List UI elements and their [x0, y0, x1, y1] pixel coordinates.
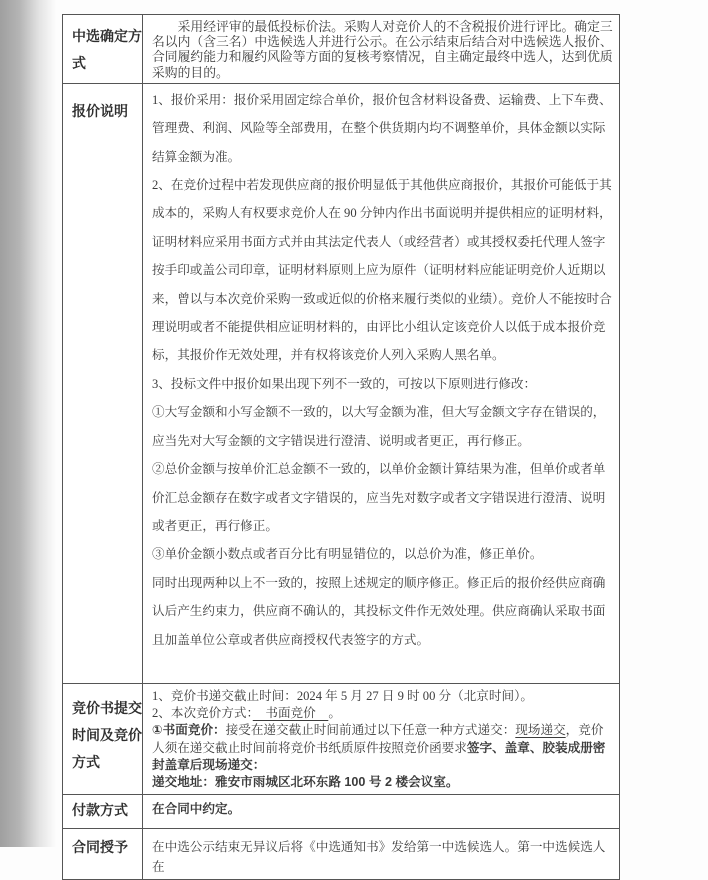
text-segment: ①大写金额和小写金额不一致的，以大写金额为准，但大写金额文字存在错误的，应当先对大写金额的文字错误进行澄清、说明或者更正，再行修正。	[152, 405, 606, 448]
paragraph	[152, 774, 615, 791]
paragraph	[152, 705, 615, 722]
text-segment: 1、报价采用：报价采用固定综合单价，报价包含材料设备费、运输费、上下车费、管理费、利润、风险等全部费用，在整个供货期内均不调整单价，具体金额以实际结算金额为准。	[152, 92, 612, 164]
procurement-conditions-table	[62, 14, 620, 880]
paragraph	[152, 20, 615, 81]
text-segment: 书面竞价	[252, 706, 329, 721]
text-segment: 递交地址：雅安市雨城区北环东路 100 号 2 楼会议室。	[152, 775, 459, 790]
paragraph	[152, 837, 615, 877]
text-segment: ①书面竞价：	[152, 723, 226, 738]
text-segment: 2、本次竞价方式：	[152, 706, 253, 721]
row-label: 竞价书提交时间及竞价方式	[63, 684, 143, 794]
row-content	[143, 15, 619, 83]
row-label: 报价说明	[63, 84, 143, 683]
paragraph	[152, 540, 615, 568]
text-segment: ，竞价人须在递交截止时间前将竞价书纸质原件按照竞价函要求	[152, 723, 604, 755]
text-segment: 在中选公示结束无异议后将《中选通知书》发给第一中选候选人。第一中选候选人在	[152, 839, 606, 874]
table-row	[63, 683, 619, 794]
paragraph	[152, 398, 615, 455]
table-row	[63, 15, 619, 83]
text-segment: ③单价金额小数点或者百分比有明显错位的，以总价为准，修正单价。	[152, 547, 543, 562]
text-segment: 签字、盖章、胶装成册密封盖章后现场递交：	[152, 740, 606, 772]
paragraph	[152, 799, 615, 819]
text-segment: 现场递交	[515, 723, 566, 738]
paragraph	[152, 722, 615, 774]
row-content	[143, 829, 619, 879]
text-segment: ②总价金额与按单价汇总金额不一致的，以单价金额计算结果为准，但单价或者单价汇总金额存在数字或者文字错误的，应当先对数字或者文字错误进行澄清、说明或者更正，再行修正。	[152, 462, 606, 533]
row-label: 合同授予	[63, 829, 143, 879]
row-content	[143, 795, 619, 828]
text-segment: 1、竞价书递交截止时间：2024 年 5 月 27 日 9 时 00 分（北京时间）。	[152, 688, 533, 703]
paragraph	[152, 569, 615, 654]
row-label: 中选确定方式	[63, 15, 143, 83]
scan-edge-shadow	[0, 0, 56, 847]
paragraph	[152, 171, 615, 370]
paragraph	[152, 86, 615, 171]
table-row	[63, 828, 619, 879]
row-content	[143, 684, 619, 794]
table-row	[63, 794, 619, 828]
row-content	[143, 84, 619, 683]
text-segment: 3、投标文件中报价如果出现下列不一致的，可按以下原则进行修改：	[152, 376, 537, 391]
table-row	[63, 83, 619, 683]
paragraph	[152, 688, 615, 705]
text-segment: 2、在竞价过程中若发现供应商的报价明显低于其他供应商报价，其报价可能低于其成本的，采购人有权要求竞价人在 90 分钟内作出书面说明并提供相应的证明材料，证明材料应采用书面方式并由其法定代表人（或经营者）或其授权委托代理人签字按手印或盖公司印章，证明材料原则上应为原件（证明材料应能证明竞价人近期以来，曾以与本次竞价采购一致或近似的价格来履行类似的业绩）。竞价人不能按时合理说明或者不能提供相应证明材料的，由评比小组认定该竞价人以低于成本报价竞标，其报价作无效处理，并有权将该竞价人列入采购人黑名单。	[152, 178, 612, 363]
text-segment: 在合同中约定。	[152, 801, 241, 816]
paragraph	[152, 455, 615, 540]
text-segment: 接受在递交截止时间前通过以下任意一种方式递交：	[225, 723, 516, 738]
text-segment: 采用经评审的最低投标价法。采购人对竞价人的不含税报价进行评比。确定三名以内（含三名）中选候选人并进行公示。在公示结束后结合对中选候选人报价、合同履约能力和履约风险等方面的复核考察情况，自主确定最终中选人，达到优质采购的目的。	[152, 20, 613, 80]
text-segment: 同时出现两种以上不一致的，按照上述规定的顺序修正。修正后的报价经供应商确认后产生约束力，供应商不确认的，其投标文件作无效处理。供应商确认采取书面且加盖单位公章或者供应商授权代表签字的方式。	[152, 575, 606, 647]
text-segment: 。	[328, 706, 341, 721]
row-label: 付款方式	[63, 795, 143, 828]
paragraph	[152, 370, 615, 398]
